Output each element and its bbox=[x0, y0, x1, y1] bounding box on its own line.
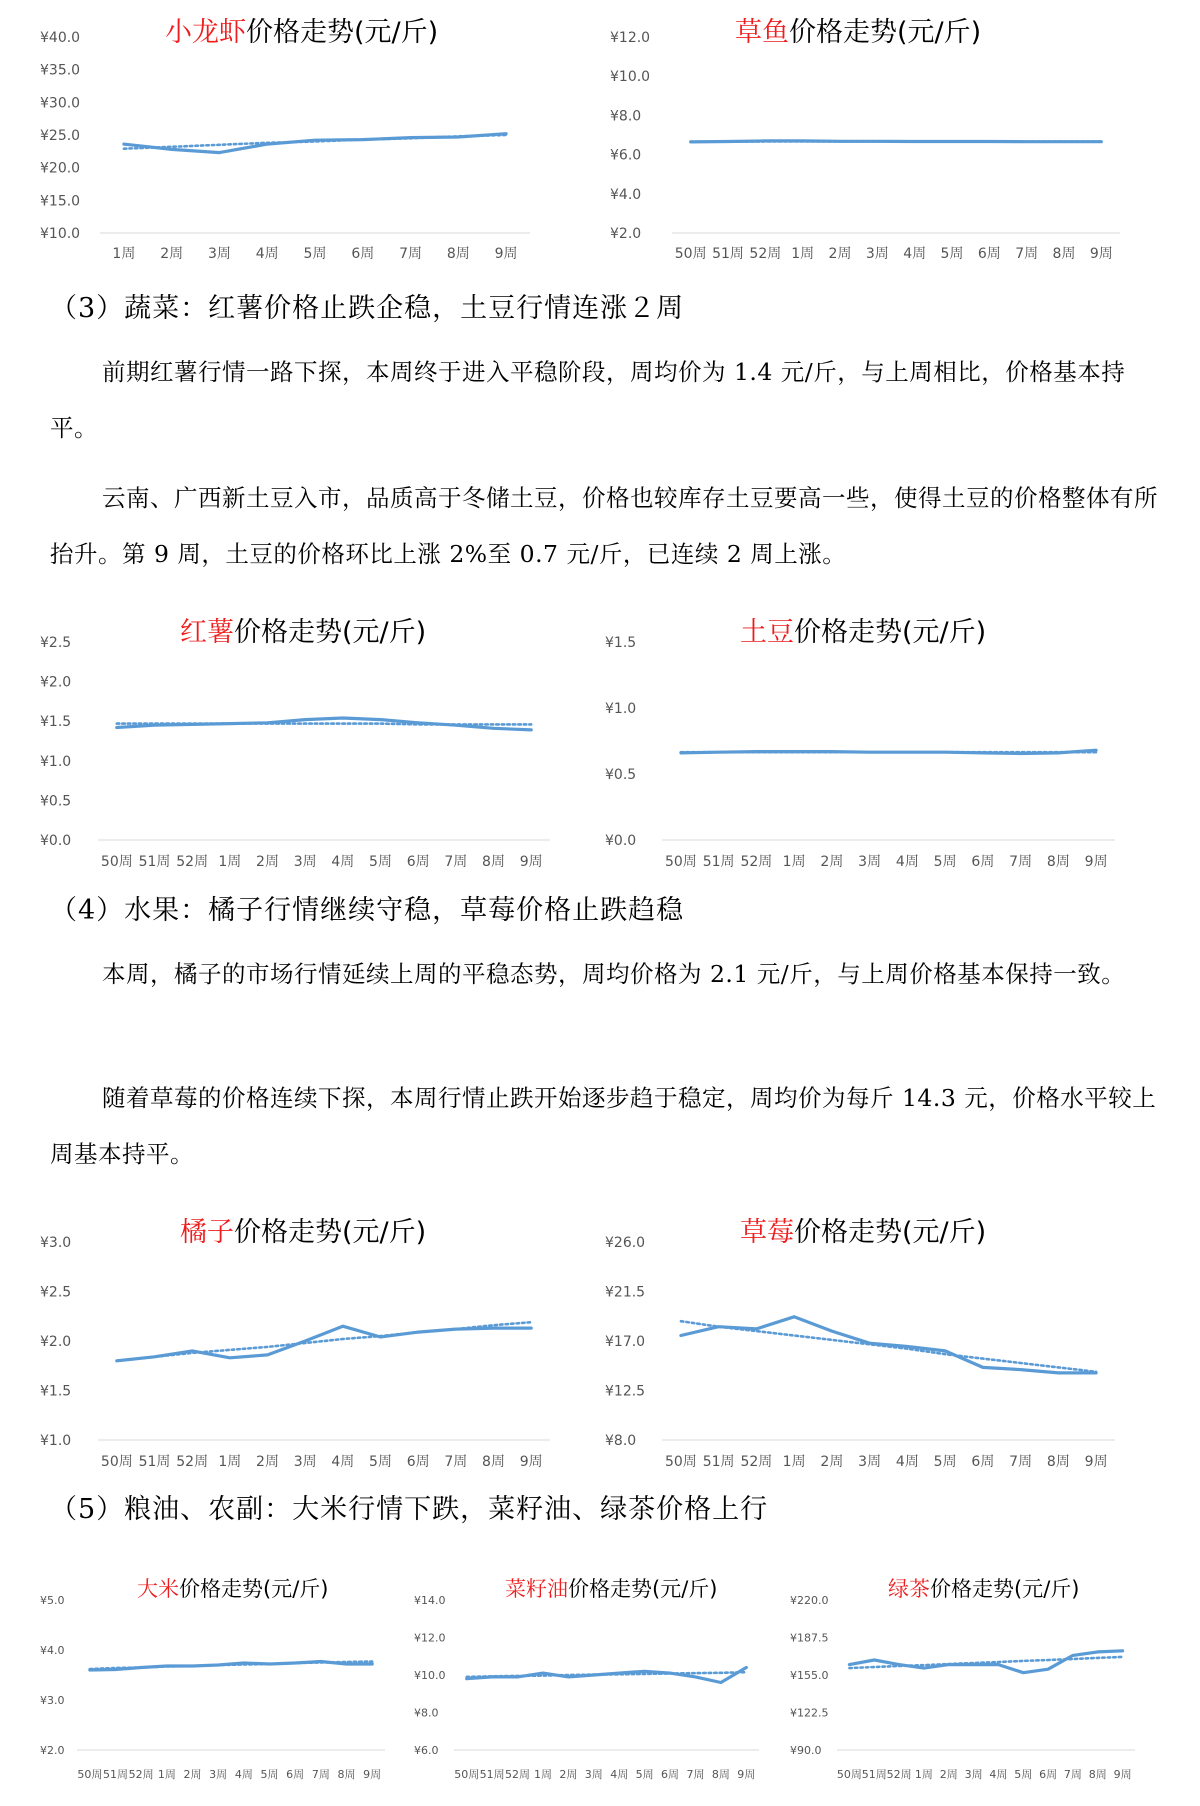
x-tick-label: 52周 bbox=[176, 854, 209, 870]
x-tick-label: 5周 bbox=[933, 1454, 957, 1470]
x-tick-label: 1周 bbox=[782, 854, 806, 870]
x-tick-label: 9周 bbox=[494, 246, 518, 262]
x-tick-label: 6周 bbox=[406, 1454, 430, 1470]
x-tick-label: 51周 bbox=[861, 1768, 887, 1781]
chart-title-rest: 价格走势(元/斤) bbox=[234, 617, 427, 648]
chart-title-rest: 价格走势(元/斤) bbox=[789, 17, 982, 48]
paragraph-sweetpotato: 前期红薯行情一路下探，本周终于进入平稳阶段，周均价为 1.4 元/斤，与上周相比，价格基本持平。 bbox=[50, 358, 1126, 442]
x-tick-label: 51周 bbox=[712, 246, 744, 262]
x-tick-label: 5周 bbox=[933, 854, 957, 870]
chart-title bbox=[740, 1210, 986, 1249]
chart-greentea bbox=[790, 1560, 1160, 1804]
chart-rice bbox=[40, 1560, 410, 1804]
y-tick-label: ¥6.0 bbox=[414, 1743, 439, 1757]
chart-title-highlight: 草鱼 bbox=[735, 17, 789, 48]
x-tick-label: 8周 bbox=[711, 1768, 730, 1781]
x-tick-label: 52周 bbox=[505, 1768, 531, 1781]
section-heading-vegetables: （3）蔬菜：红薯价格止跌企稳，土豆行情连涨２周 bbox=[50, 293, 685, 324]
chart-crayfish bbox=[40, 0, 540, 270]
x-tick-label: 4周 bbox=[895, 1454, 919, 1470]
x-tick-label: 7周 bbox=[399, 246, 423, 262]
x-tick-label: 8周 bbox=[1046, 854, 1070, 870]
x-tick-label: 7周 bbox=[1009, 854, 1033, 870]
x-tick-label: 52周 bbox=[740, 1454, 773, 1470]
series-line-actual bbox=[117, 1326, 531, 1361]
x-tick-label: 6周 bbox=[971, 1454, 995, 1470]
x-tick-label: 1周 bbox=[533, 1768, 552, 1781]
x-tick-label: 5周 bbox=[260, 1768, 279, 1781]
chart-title bbox=[180, 610, 426, 649]
y-tick-label: ¥35.0 bbox=[40, 62, 81, 79]
y-tick-label: ¥8.0 bbox=[414, 1706, 439, 1720]
y-tick-label: ¥10.0 bbox=[610, 69, 651, 86]
x-tick-label: 50周 bbox=[77, 1768, 103, 1781]
x-tick-label: 51周 bbox=[138, 854, 171, 870]
x-tick-label: 5周 bbox=[369, 854, 392, 870]
y-tick-label: ¥8.0 bbox=[605, 1433, 637, 1450]
chart-potato bbox=[605, 600, 1125, 880]
x-tick-label: 3周 bbox=[858, 1454, 882, 1470]
x-tick-label: 1周 bbox=[782, 1454, 806, 1470]
x-tick-label: 2周 bbox=[828, 246, 852, 262]
y-tick-label: ¥12.5 bbox=[605, 1383, 646, 1400]
y-tick-label: ¥90.0 bbox=[790, 1743, 822, 1757]
x-tick-label: 50周 bbox=[664, 1454, 697, 1470]
chart-title-rest: 价格走势(元/斤) bbox=[794, 617, 987, 648]
y-tick-label: ¥25.0 bbox=[40, 128, 81, 145]
x-tick-label: 7周 bbox=[1063, 1768, 1082, 1781]
y-tick-label: ¥30.0 bbox=[40, 95, 81, 112]
y-tick-label: ¥1.0 bbox=[605, 701, 637, 718]
x-tick-label: 2周 bbox=[559, 1768, 578, 1781]
x-tick-label: 7周 bbox=[311, 1768, 330, 1781]
x-tick-label: 1周 bbox=[112, 246, 136, 262]
chart-title-rest: 价格走势(元/斤) bbox=[246, 17, 439, 48]
section-heading-grain-oil: （5）粮油、农副：大米行情下跌，菜籽油、绿茶价格上行 bbox=[50, 1494, 769, 1525]
y-tick-label: ¥20.0 bbox=[40, 160, 81, 177]
y-tick-label: ¥3.0 bbox=[40, 1235, 72, 1252]
x-tick-label: 7周 bbox=[1015, 246, 1039, 262]
x-tick-label: 52周 bbox=[740, 854, 773, 870]
y-tick-label: ¥187.5 bbox=[790, 1631, 829, 1645]
series-line-actual bbox=[681, 750, 1096, 753]
x-tick-label: 4周 bbox=[610, 1768, 629, 1781]
x-tick-label: 8周 bbox=[1088, 1768, 1107, 1781]
x-tick-label: 9周 bbox=[1113, 1768, 1132, 1781]
x-tick-label: 51周 bbox=[479, 1768, 505, 1781]
chart-title-rest: 价格走势(元/斤) bbox=[568, 1577, 718, 1601]
x-tick-label: 5周 bbox=[1014, 1768, 1033, 1781]
y-tick-label: ¥2.0 bbox=[40, 1334, 72, 1351]
x-tick-label: 3周 bbox=[964, 1768, 983, 1781]
x-tick-label: 2周 bbox=[183, 1768, 202, 1781]
x-tick-label: 3周 bbox=[207, 246, 231, 262]
x-tick-label: 52周 bbox=[749, 246, 782, 262]
x-tick-label: 5周 bbox=[303, 246, 327, 262]
series-line-actual bbox=[124, 134, 506, 153]
x-tick-label: 7周 bbox=[444, 1454, 468, 1470]
chart-rapeseedoil bbox=[414, 1560, 784, 1804]
x-tick-label: 7周 bbox=[1009, 1454, 1033, 1470]
x-tick-label: 6周 bbox=[351, 246, 375, 262]
x-tick-label: 9周 bbox=[1089, 246, 1113, 262]
y-tick-label: ¥0.0 bbox=[40, 833, 72, 850]
y-tick-label: ¥15.0 bbox=[40, 193, 81, 210]
x-tick-label: 7周 bbox=[686, 1768, 705, 1781]
x-tick-label: 9周 bbox=[363, 1768, 382, 1781]
y-tick-label: ¥2.5 bbox=[40, 1284, 72, 1301]
x-tick-label: 9周 bbox=[737, 1768, 756, 1781]
y-tick-label: ¥12.0 bbox=[414, 1631, 446, 1645]
y-tick-label: ¥21.5 bbox=[605, 1284, 646, 1301]
x-tick-label: 50周 bbox=[674, 246, 707, 262]
x-tick-label: 50周 bbox=[836, 1768, 862, 1781]
y-tick-label: ¥40.0 bbox=[40, 30, 81, 47]
chart-title-rest: 价格走势(元/斤) bbox=[794, 1217, 987, 1248]
x-tick-label: 6周 bbox=[406, 854, 430, 870]
y-tick-label: ¥1.0 bbox=[40, 753, 72, 770]
y-tick-label: ¥4.0 bbox=[40, 1643, 65, 1657]
chart-title-rest: 价格走势(元/斤) bbox=[234, 1217, 427, 1248]
paragraph-orange: 本周，橘子的市场行情延续上周的平稳态势，周均价格为 2.1 元/斤，与上周价格基本保持一致。 bbox=[102, 960, 1126, 988]
x-tick-label: 6周 bbox=[971, 854, 995, 870]
x-tick-label: 5周 bbox=[635, 1768, 654, 1781]
x-tick-label: 51周 bbox=[103, 1768, 128, 1781]
x-tick-label: 2周 bbox=[939, 1768, 958, 1781]
chart-title bbox=[137, 1573, 328, 1603]
x-tick-label: 9周 bbox=[519, 854, 543, 870]
chart-title-rest: 价格走势(元/斤) bbox=[179, 1577, 329, 1601]
x-tick-label: 51周 bbox=[702, 1454, 735, 1470]
y-tick-label: ¥2.5 bbox=[40, 635, 72, 652]
x-tick-label: 6周 bbox=[286, 1768, 305, 1781]
y-tick-label: ¥4.0 bbox=[610, 186, 642, 203]
y-tick-label: ¥8.0 bbox=[610, 108, 642, 125]
series-line-actual bbox=[691, 141, 1102, 142]
x-tick-label: 3周 bbox=[584, 1768, 603, 1781]
chart-title bbox=[505, 1573, 717, 1603]
chart-sweetpotato bbox=[40, 600, 560, 880]
x-tick-label: 3周 bbox=[293, 1454, 317, 1470]
x-tick-label: 5周 bbox=[940, 246, 964, 262]
paragraph-potato: 云南、广西新土豆入市，品质高于冬储土豆，价格也较库存土豆要高一些，使得土豆的价格整体有所抬升。第 9 周，土豆的价格环比上涨 2%至 0.7 元/斤，已连续 2 周上涨。 bbox=[50, 484, 1158, 568]
x-tick-label: 4周 bbox=[331, 1454, 355, 1470]
y-tick-label: ¥1.5 bbox=[40, 714, 72, 731]
y-tick-label: ¥0.5 bbox=[40, 793, 72, 810]
x-tick-label: 3周 bbox=[293, 854, 317, 870]
x-tick-label: 1周 bbox=[791, 246, 815, 262]
x-tick-label: 4周 bbox=[255, 246, 279, 262]
chart-title-highlight: 大米 bbox=[137, 1577, 179, 1601]
chart-title bbox=[740, 610, 986, 649]
x-tick-label: 3周 bbox=[209, 1768, 228, 1781]
chart-title-highlight: 绿茶 bbox=[888, 1577, 930, 1601]
x-tick-label: 2周 bbox=[256, 1454, 279, 1470]
x-tick-label: 1周 bbox=[218, 1454, 242, 1470]
paragraph-strawberry: 随着草莓的价格连续下探，本周行情止跌开始逐步趋于稳定，周均价为每斤 14.3 元，价格水平较上周基本持平。 bbox=[50, 1084, 1157, 1168]
x-tick-label: 6周 bbox=[977, 246, 1001, 262]
section-heading-fruit: （4）水果：橘子行情继续守稳，草莓价格止跌趋稳 bbox=[50, 895, 685, 926]
y-tick-label: ¥17.0 bbox=[605, 1334, 646, 1351]
x-tick-label: 1周 bbox=[914, 1768, 933, 1781]
y-tick-label: ¥14.0 bbox=[414, 1593, 446, 1607]
x-tick-label: 51周 bbox=[702, 854, 735, 870]
y-tick-label: ¥6.0 bbox=[610, 147, 642, 164]
chart-orange bbox=[40, 1200, 560, 1480]
x-tick-label: 7周 bbox=[444, 854, 468, 870]
chart-title-rest: 价格走势(元/斤) bbox=[930, 1577, 1080, 1601]
chart-grasscarp bbox=[610, 0, 1130, 270]
chart-title-highlight: 土豆 bbox=[740, 617, 794, 648]
y-tick-label: ¥2.0 bbox=[610, 226, 642, 243]
x-tick-label: 2周 bbox=[256, 854, 279, 870]
y-tick-label: ¥2.0 bbox=[40, 1743, 65, 1757]
series-line-actual bbox=[467, 1668, 747, 1683]
chart-title-highlight: 小龙虾 bbox=[165, 17, 246, 48]
series-line-actual bbox=[90, 1662, 372, 1671]
y-tick-label: ¥1.5 bbox=[605, 635, 637, 652]
y-tick-label: ¥1.0 bbox=[40, 1433, 72, 1450]
y-tick-label: ¥0.0 bbox=[605, 833, 637, 850]
y-tick-label: ¥1.5 bbox=[40, 1383, 72, 1400]
y-tick-label: ¥0.5 bbox=[605, 767, 637, 784]
y-tick-label: ¥3.0 bbox=[40, 1693, 65, 1707]
chart-title bbox=[165, 10, 438, 49]
x-tick-label: 9周 bbox=[1084, 1454, 1108, 1470]
chart-title-highlight: 草莓 bbox=[740, 1217, 794, 1248]
x-tick-label: 8周 bbox=[1046, 1454, 1070, 1470]
x-tick-label: 8周 bbox=[446, 246, 470, 262]
y-tick-label: ¥122.5 bbox=[790, 1706, 829, 1720]
x-tick-label: 6周 bbox=[1039, 1768, 1058, 1781]
x-tick-label: 3周 bbox=[865, 246, 889, 262]
x-tick-label: 50周 bbox=[100, 854, 133, 870]
x-tick-label: 52周 bbox=[128, 1768, 154, 1781]
chart-title bbox=[735, 10, 981, 49]
y-tick-label: ¥10.0 bbox=[414, 1668, 446, 1682]
x-tick-label: 2周 bbox=[820, 854, 844, 870]
x-tick-label: 8周 bbox=[337, 1768, 356, 1781]
x-tick-label: 8周 bbox=[482, 1454, 505, 1470]
chart-strawberry bbox=[605, 1200, 1125, 1480]
chart-title-highlight: 橘子 bbox=[180, 1217, 234, 1248]
x-tick-label: 4周 bbox=[895, 854, 919, 870]
x-tick-label: 6周 bbox=[661, 1768, 680, 1781]
y-tick-label: ¥155.0 bbox=[790, 1668, 829, 1682]
x-tick-label: 4周 bbox=[903, 246, 927, 262]
x-tick-label: 51周 bbox=[138, 1454, 171, 1470]
y-tick-label: ¥10.0 bbox=[40, 226, 81, 243]
x-tick-label: 50周 bbox=[454, 1768, 480, 1781]
chart-title bbox=[180, 1210, 426, 1249]
x-tick-label: 3周 bbox=[858, 854, 882, 870]
chart-title-highlight: 菜籽油 bbox=[505, 1577, 568, 1601]
y-tick-label: ¥220.0 bbox=[790, 1593, 829, 1607]
chart-title bbox=[888, 1573, 1079, 1603]
x-tick-label: 4周 bbox=[234, 1768, 253, 1781]
x-tick-label: 9周 bbox=[519, 1454, 543, 1470]
x-tick-label: 50周 bbox=[664, 854, 697, 870]
x-tick-label: 1周 bbox=[218, 854, 242, 870]
x-tick-label: 9周 bbox=[1084, 854, 1108, 870]
x-tick-label: 8周 bbox=[482, 854, 505, 870]
x-tick-label: 52周 bbox=[176, 1454, 209, 1470]
y-tick-label: ¥2.0 bbox=[40, 674, 72, 691]
x-tick-label: 5周 bbox=[369, 1454, 392, 1470]
x-tick-label: 4周 bbox=[989, 1768, 1008, 1781]
chart-title-highlight: 红薯 bbox=[180, 617, 234, 648]
x-tick-label: 2周 bbox=[160, 246, 184, 262]
x-tick-label: 4周 bbox=[331, 854, 355, 870]
x-tick-label: 1周 bbox=[157, 1768, 176, 1781]
y-tick-label: ¥5.0 bbox=[40, 1593, 65, 1607]
x-tick-label: 8周 bbox=[1052, 246, 1076, 262]
y-tick-label: ¥26.0 bbox=[605, 1235, 646, 1252]
x-tick-label: 50周 bbox=[100, 1454, 133, 1470]
x-tick-label: 52周 bbox=[886, 1768, 912, 1781]
x-tick-label: 2周 bbox=[820, 1454, 844, 1470]
y-tick-label: ¥12.0 bbox=[610, 30, 651, 47]
